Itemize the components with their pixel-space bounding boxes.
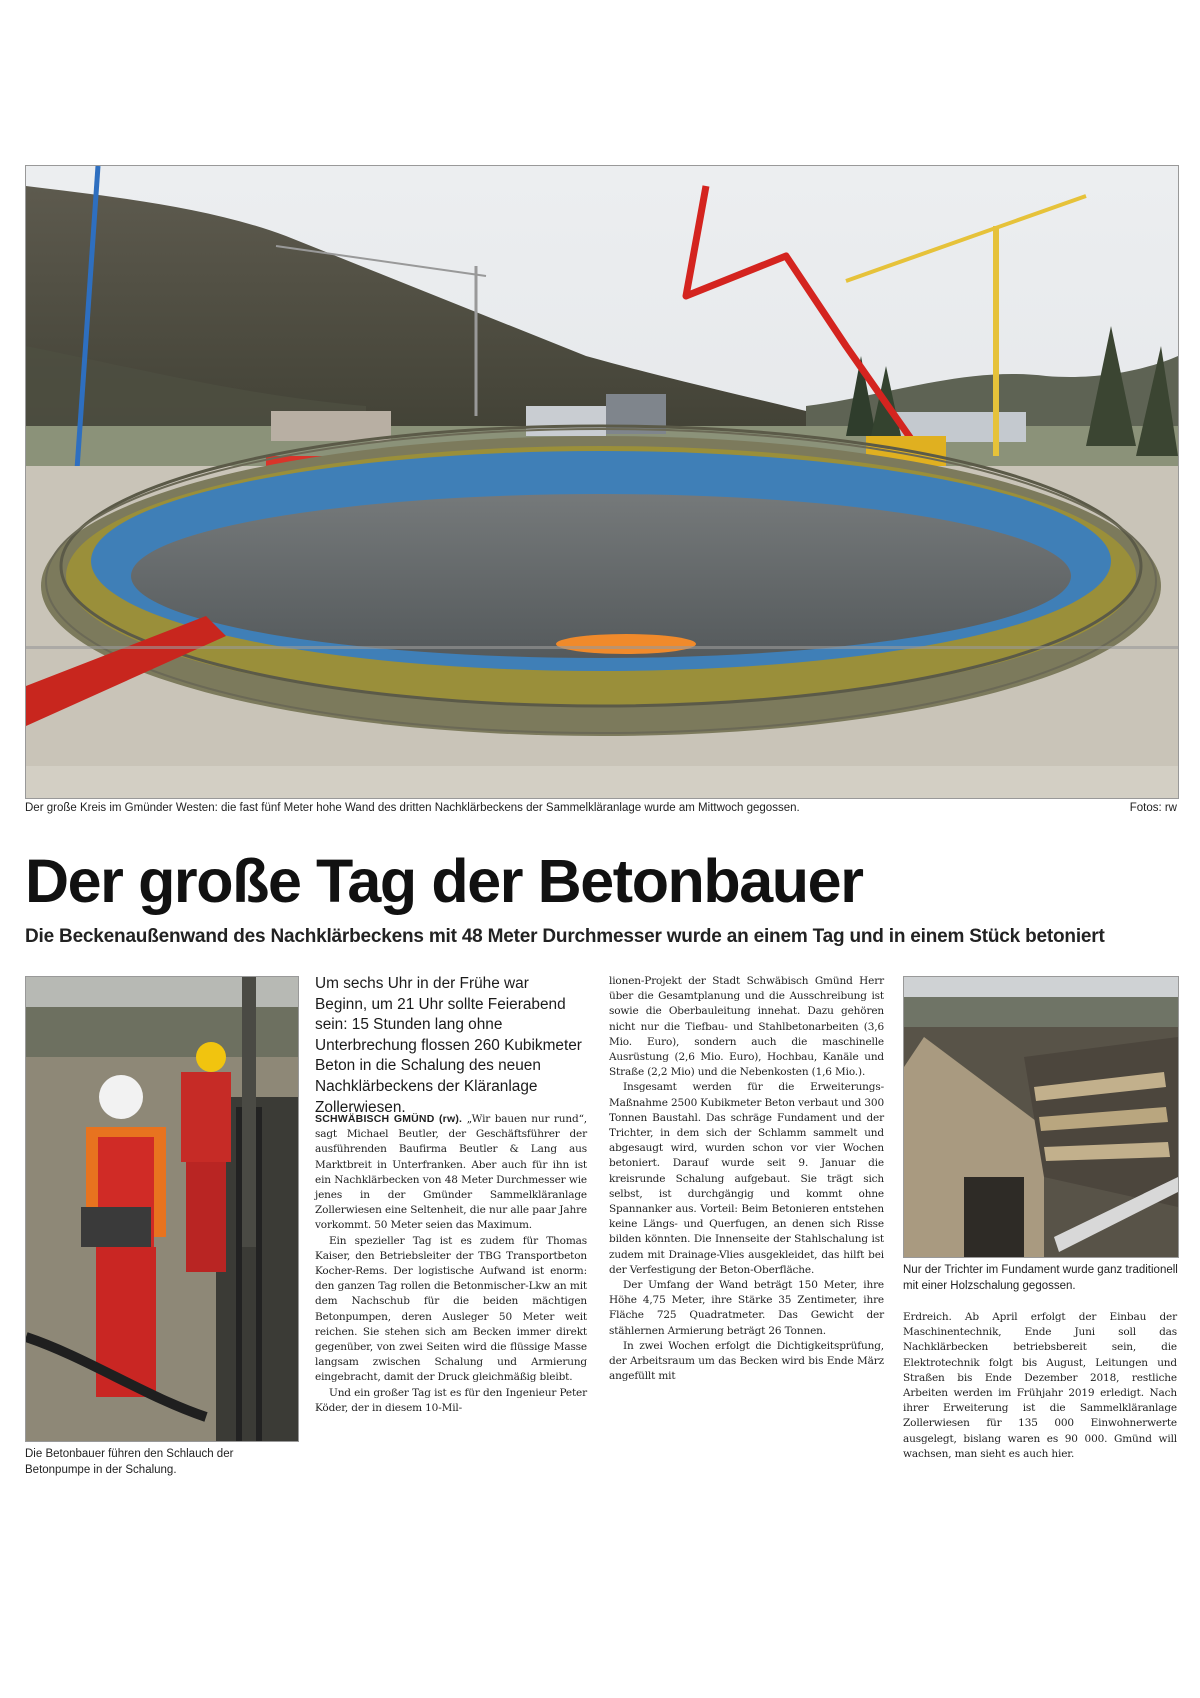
left-photo [25,976,299,1442]
right-photo [903,976,1179,1258]
workers-with-concrete-pump-hose-photo-icon [26,977,298,1441]
subheadline: Die Beckenaußenwand des Nachklärbeckens mit 48 Meter Durchmesser wurde an einem Tag und in einem Stück betoniert [25,926,1105,947]
article-column-1 [315,1112,587,1416]
col2-paragraph-4: In zwei Wochen erfolgt die Dichtigkeitsprüfung, der Arbeitsraum um das Becken wird bis Ende März angefüllt mit [609,1339,884,1383]
hero-caption: Der große Kreis im Gmünder Westen: die fast fünf Meter hohe Wand des dritten Nachklärbeckens der Sammelkläranlage wurde am Mittwoch gegossen. [25,802,800,814]
photo-credit: Fotos: rw [1129,802,1177,814]
col1-p1-text: „Wir bauen nur rund“, sagt Michael Beutler, der Geschäftsführer der ausführenden Baufirma Beutler & Lang aus Marktbreit in Unterfranken. Aber auch für ihn ist ein Nachklärbecken von 48 Meter Durchmesser wie jenes in der Gmünder Sammelkläranlage Zollerwiesen eine Seltenheit, die nur alle paar Jahre vorkommt. 50 Meter seien das Maximum. [315,1113,587,1232]
col1-paragraph-1 [315,1112,587,1234]
col1-paragraph-2: Ein spezieller Tag ist es zudem für Thomas Kaiser, den Betriebsleiter der TBG Transportbeton Kocher-Rems. Der logistische Aufwand ist enorm: den ganzen Tag rollen die Betonmischer-Lkw an mit dem Nachschub für die beiden mächtigen Betonpumpen, deren Ausleger 50 Meter weit reichen. Sie stehen sich am Becken immer direkt gegenüber, von zwei Seiten wird die flüssige Masse langsam zwischen Schalung und Armierung eingebracht, damit der Druck gleichmäßig bleibt. [315,1234,587,1384]
headline: Der große Tag der Betonbauer [25,847,863,915]
article-column-2 [609,974,884,1384]
col2-paragraph-2: Insgesamt werden für die Erweiterungs-Maßnahme 2500 Kubikmeter Beton verbaut und 300 Tonnen Baustahl. Das schräge Fundament und der Trichter, in dem sich der Schlamm sammelt und abgesaugt wird, wurden schon vor vier Wochen betoniert. Darauf wurde seit 9. Januar die kreisrunde Schalung aufgebaut. Sie trägt sich selbst, ist durchgängig und kommt ohne Spannanker aus. Vorteil: Beim Betonieren entstehen keine Längs- und Querfugen, an denen sich Risse bilden könnten. Die Innenseite der Stahlschalung ist zudem mit Drainage-Vlies ausgekleidet, das hilft bei der Verfestigung der Beton-Oberfläche. [609,1081,884,1276]
article-lead: Um sechs Uhr in der Frühe war Beginn, um 21 Uhr sollte Feierabend sein: 15 Stunden lang ohne Unterbrechung flossen 260 Kubikmeter Beton in die Schalung des neuen Nachklärbeckens der Kläranlage Zollerwiesen. [315,975,582,1116]
col3-paragraph-1: Erdreich. Ab April erfolgt der Einbau der Maschinentechnik, Ende Juni soll das Nachklärbecken betriebsbereit sein, die Elektrotechnik folgt bis August, Leitungen und Straßen bis Ende Dezember 2018, restliche Arbeiten werden im Frühjahr 2019 erledigt. Nach ihrer Erweiterung ist die Sammelkläranlage Zollerwiesen für 135 000 Einwohnerwerte ausgelegt, bislang waren es 90 000. Gmünd will wachsen, man sieht es auch hier. [903,1311,1177,1460]
dateline: SCHWÄBISCH GMÜND (rw). [315,1113,463,1125]
left-photo-caption: Die Betonbauer führen den Schlauch der Betonpumpe in der Schalung. [25,1448,234,1476]
article-column-3 [903,1310,1177,1462]
right-photo-caption: Nur der Trichter im Fundament wurde ganz traditionell mit einer Holzschalung gegossen. [903,1264,1178,1292]
hero-photo [25,165,1179,799]
col2-paragraph-3: Der Umfang der Wand beträgt 150 Meter, ihre Höhe 4,75 Meter, ihre Stärke 35 Zentimeter, ihre Fläche 725 Quadratmeter. Das Gewicht der stählernen Armierung beträgt 26 Tonnen. [609,1279,884,1337]
col1-paragraph-3: Und ein großer Tag ist es für den Ingenieur Peter Köder, der in diesem 10-Mil- [315,1386,587,1414]
col2-paragraph-1: lionen-Projekt der Stadt Schwäbisch Gmünd Herr über die Gesamtplanung und die Ausschreibung ist sowie die Oberbauleitung innehat. Dazu gehören nicht nur die Tiefbau- und Stahlbetonarbeiten (3,6 Mio. Euro), sondern auch die maschinelle Ausrüstung (2,6 Mio. Euro), Hochbau, Kanäle und Straße (2,2 Mio) und die Nebenkosten (1,6 Mio.). [609,975,884,1079]
wooden-formwork-funnel-photo-icon [904,977,1178,1257]
hero-caption-row [25,802,1177,822]
construction-site-photo-icon [26,166,1178,798]
